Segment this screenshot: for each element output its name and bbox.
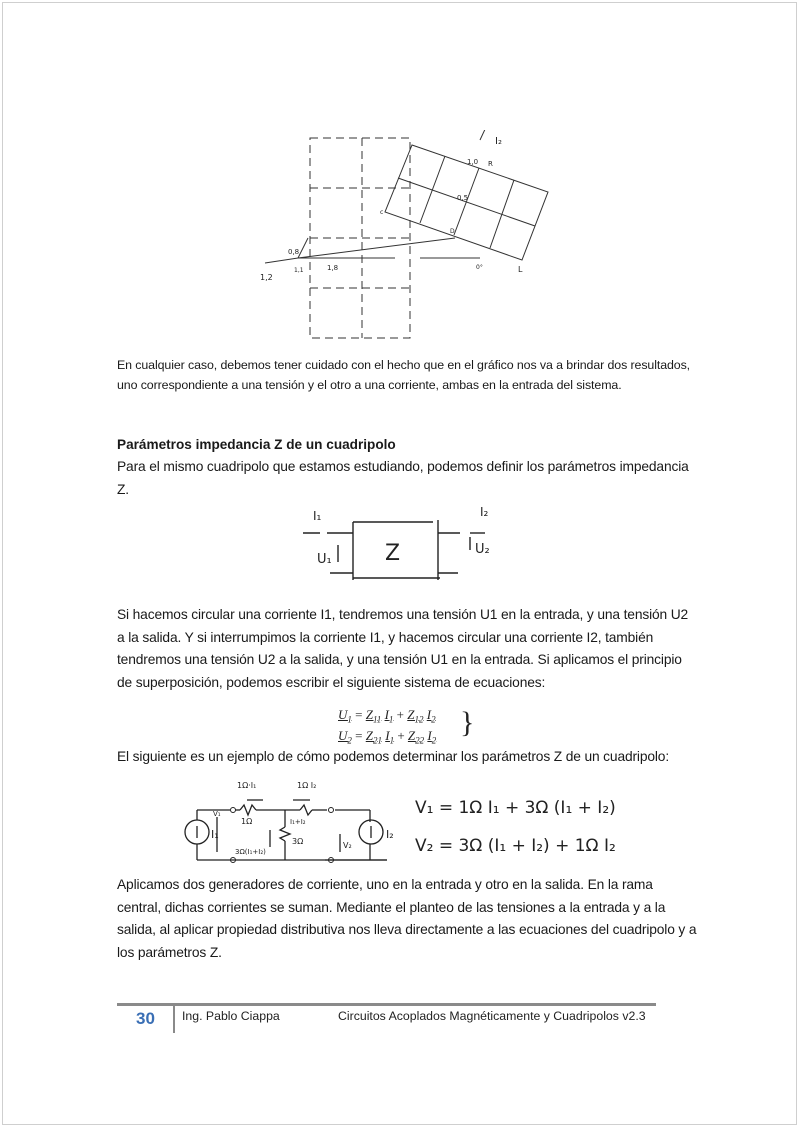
label-0-5: 0,5: [457, 194, 469, 202]
label-d: D: [450, 228, 455, 235]
page-number: 30: [136, 1009, 155, 1028]
quadripole-z-figure: [295, 500, 515, 585]
label-top-left: 1Ω·I₁: [237, 781, 257, 790]
label-0-deg: 0°: [476, 264, 483, 271]
example-circuit-figure: [175, 772, 410, 867]
paragraph-definition: Para el mismo cuadripolo que estamos estudiando, podemos definir los parámetros impedancia Z.: [117, 459, 689, 497]
label-1-8: 1,8: [327, 264, 339, 272]
footer-divider: [173, 1006, 175, 1033]
label-i1: I₁: [313, 509, 322, 523]
label-i2: I₂: [480, 505, 489, 519]
equation-1: $U_1 = Z_{11}$ $I_1 + Z_{12}$ $I_2$: [338, 707, 436, 725]
equation-brace: }: [460, 706, 475, 739]
label-v2: V₂: [343, 841, 352, 850]
label-src1: I₁: [211, 828, 219, 841]
label-r1: 1Ω: [241, 817, 253, 826]
label-1-2: 1,2: [260, 273, 273, 282]
label-u1: U₁: [317, 552, 332, 567]
example-equation-1: V₁ = 1Ω I₁ + 3Ω (I₁ + I₂): [415, 798, 616, 818]
circle-diagram-figure: [250, 130, 570, 350]
label-v1: V₁: [213, 810, 221, 818]
example-equations-figure: [410, 785, 640, 860]
example-equation-2: V₂ = 3Ω (I₁ + I₂) + 1Ω I₂: [415, 836, 616, 856]
label-mid-voltage: 3Ω(I₁+I₂): [235, 848, 266, 856]
paragraph-example: El siguiente es un ejemplo de cómo podemos determinar los parámetros Z de un cuadripolo:: [117, 749, 670, 764]
paragraph-superposition: Si hacemos circular una corriente I1, tendremos una tensión U1 en la entrada, y una tensión U2 a la salida. Y si interrumpimos la corriente I1, y hacemos circular una corriente I2, también tendremos una tensión U2 a la salida, y una tensión U1 en la entrada. Si aplicamos el principio de superposición, podemos escribir el siguiente sistema de ecuaciones:: [117, 607, 689, 690]
label-c: c: [380, 209, 384, 216]
label-src2: I₂: [386, 828, 394, 841]
label-r-mid: 3Ω: [292, 837, 304, 846]
label-top-right: 1Ω I₂: [297, 781, 317, 790]
label-0-8: 0,8: [288, 248, 300, 256]
label-mid-current: I₁+I₂: [290, 818, 306, 826]
footer-author: Ing. Pablo Ciappa: [182, 1009, 280, 1023]
paragraph-intro: En cualquier caso, debemos tener cuidado con el hecho que en el gráfico nos va a brindar dos resultados, uno correspondiente a una tensión y el otro a una corriente, ambas en la entrada del sistema.: [117, 358, 691, 392]
label-i2: I₂: [495, 136, 502, 147]
label-l: L: [518, 265, 523, 274]
label-1-0: 1,0: [467, 158, 479, 166]
section-heading: Parámetros impedancia Z de un cuadripolo: [117, 437, 396, 452]
footer-rule: [117, 1003, 656, 1006]
label-u2: U₂: [475, 542, 490, 557]
equation-2: $U_2 = Z_{21}$ $I_1 + Z_{22}$ $I_2$: [338, 727, 437, 746]
label-z: Z: [385, 541, 401, 566]
label-r: R: [488, 160, 493, 168]
label-1-1: 1,1: [294, 267, 304, 274]
paragraph-conclusion: Aplicamos dos generadores de corriente, uno en la entrada y otro en la salida. En la rama central, dichas corrientes se suman. Mediante el planteo de las tensiones a la entrada y a la salida, al aplicar propiedad distributiva nos lleva directamente a las ecuaciones del cuadripolo y a los parámetros Z.: [117, 877, 697, 960]
equation-system: [338, 707, 436, 748]
footer-title: Circuitos Acoplados Magnéticamente y Cuadripolos v2.3: [338, 1009, 646, 1023]
